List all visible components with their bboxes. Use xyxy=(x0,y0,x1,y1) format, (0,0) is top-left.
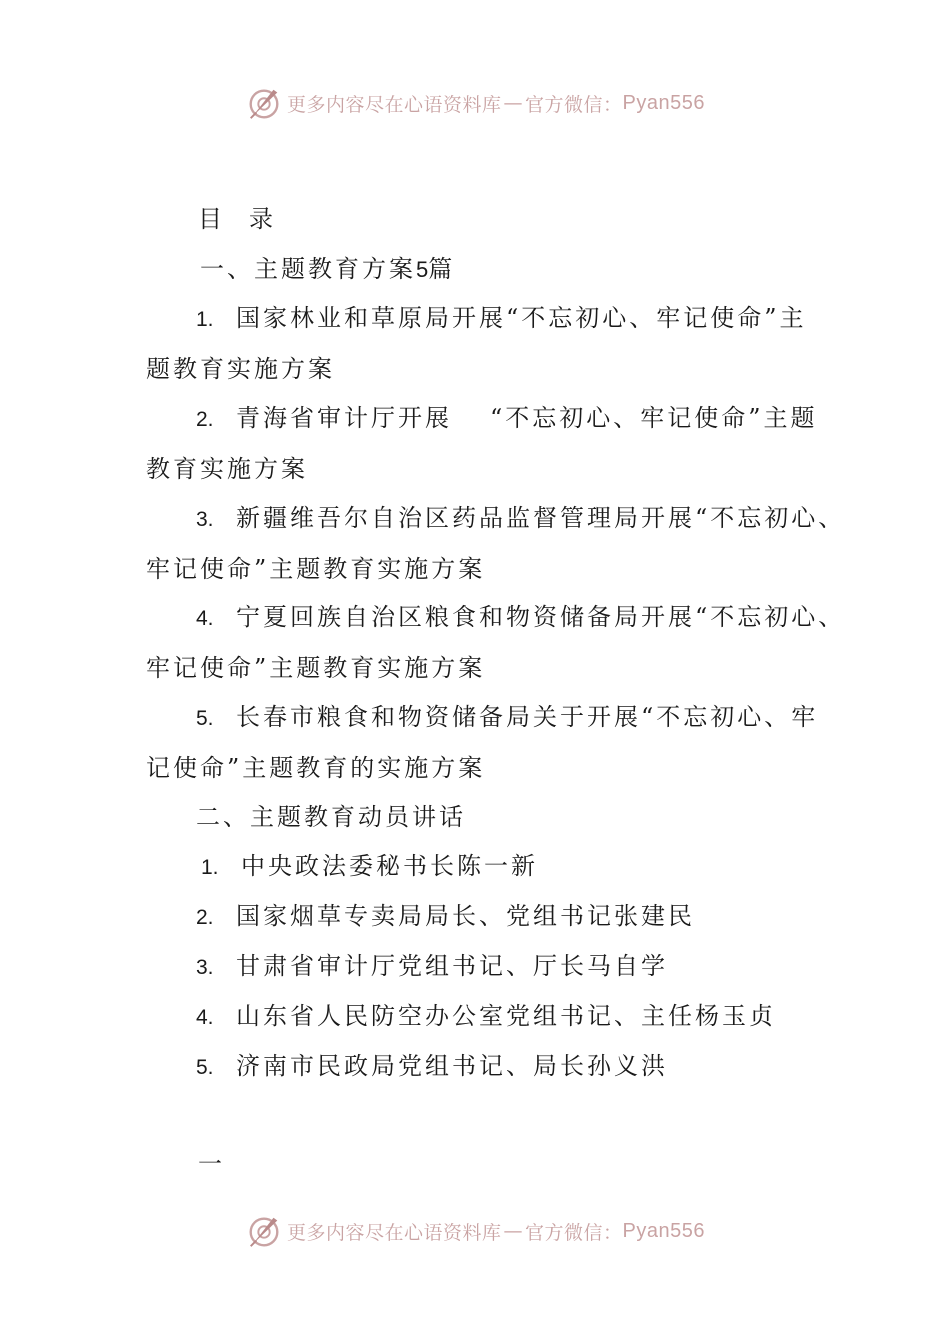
list-item: 1. 国家林业和草原局开展“不忘初心、牢记使命”主 xyxy=(196,304,807,332)
list-item-continuation: 牢记使命”主题教育实施方案 xyxy=(146,555,486,583)
watermark-label: 官方微信： xyxy=(525,93,623,116)
list-item-continuation: 教育实施方案 xyxy=(146,455,308,483)
list-item: 3. 甘肃省审计厅党组书记、厅长马自学 xyxy=(196,952,668,980)
watermark-dash: — xyxy=(503,1220,524,1242)
toc-title: 目 录 xyxy=(198,205,276,233)
list-item-continuation: 记使命”主题教育的实施方案 xyxy=(146,754,486,782)
footer-watermark xyxy=(0,1211,950,1251)
trailing-text: 一 xyxy=(198,1150,225,1178)
list-item: 2. 青海省审计厅开展 “不忘初心、牢记使命”主题 xyxy=(196,404,818,432)
list-item: 1. 中央政法委秘书长陈一新 xyxy=(201,852,538,880)
quill-seal-logo-icon xyxy=(245,1212,283,1250)
watermark-dash: — xyxy=(503,92,524,114)
section-heading-plans: 一、主题教育方案5篇 xyxy=(200,255,456,283)
list-item: 2. 国家烟草专卖局局长、党组书记张建民 xyxy=(196,902,695,930)
list-item-continuation: 题教育实施方案 xyxy=(146,355,335,383)
list-item: 5. 长春市粮食和物资储备局关于开展“不忘初心、牢 xyxy=(196,703,819,731)
list-item-continuation: 牢记使命”主题教育实施方案 xyxy=(146,654,486,682)
list-item: 5. 济南市民政局党组书记、局长孙义洪 xyxy=(196,1052,668,1080)
watermark-wechat-id: Pyan556 xyxy=(622,91,705,114)
list-item: 4. 宁夏回族自治区粮食和物资储备局开展“不忘初心、 xyxy=(196,603,846,631)
watermark-wechat-id: Pyan556 xyxy=(622,1219,705,1242)
list-item: 3. 新疆维吾尔自治区药品监督管理局开展“不忘初心、 xyxy=(196,504,846,532)
watermark-text: 更多内容尽在心语资料库 xyxy=(287,1221,502,1244)
watermark-label: 官方微信： xyxy=(525,1221,623,1244)
list-item: 4. 山东省人民防空办公室党组书记、主任杨玉贞 xyxy=(196,1002,776,1030)
section-heading-speeches: 二、主题教育动员讲话 xyxy=(196,803,466,831)
watermark-text: 更多内容尽在心语资料库 xyxy=(287,93,502,116)
